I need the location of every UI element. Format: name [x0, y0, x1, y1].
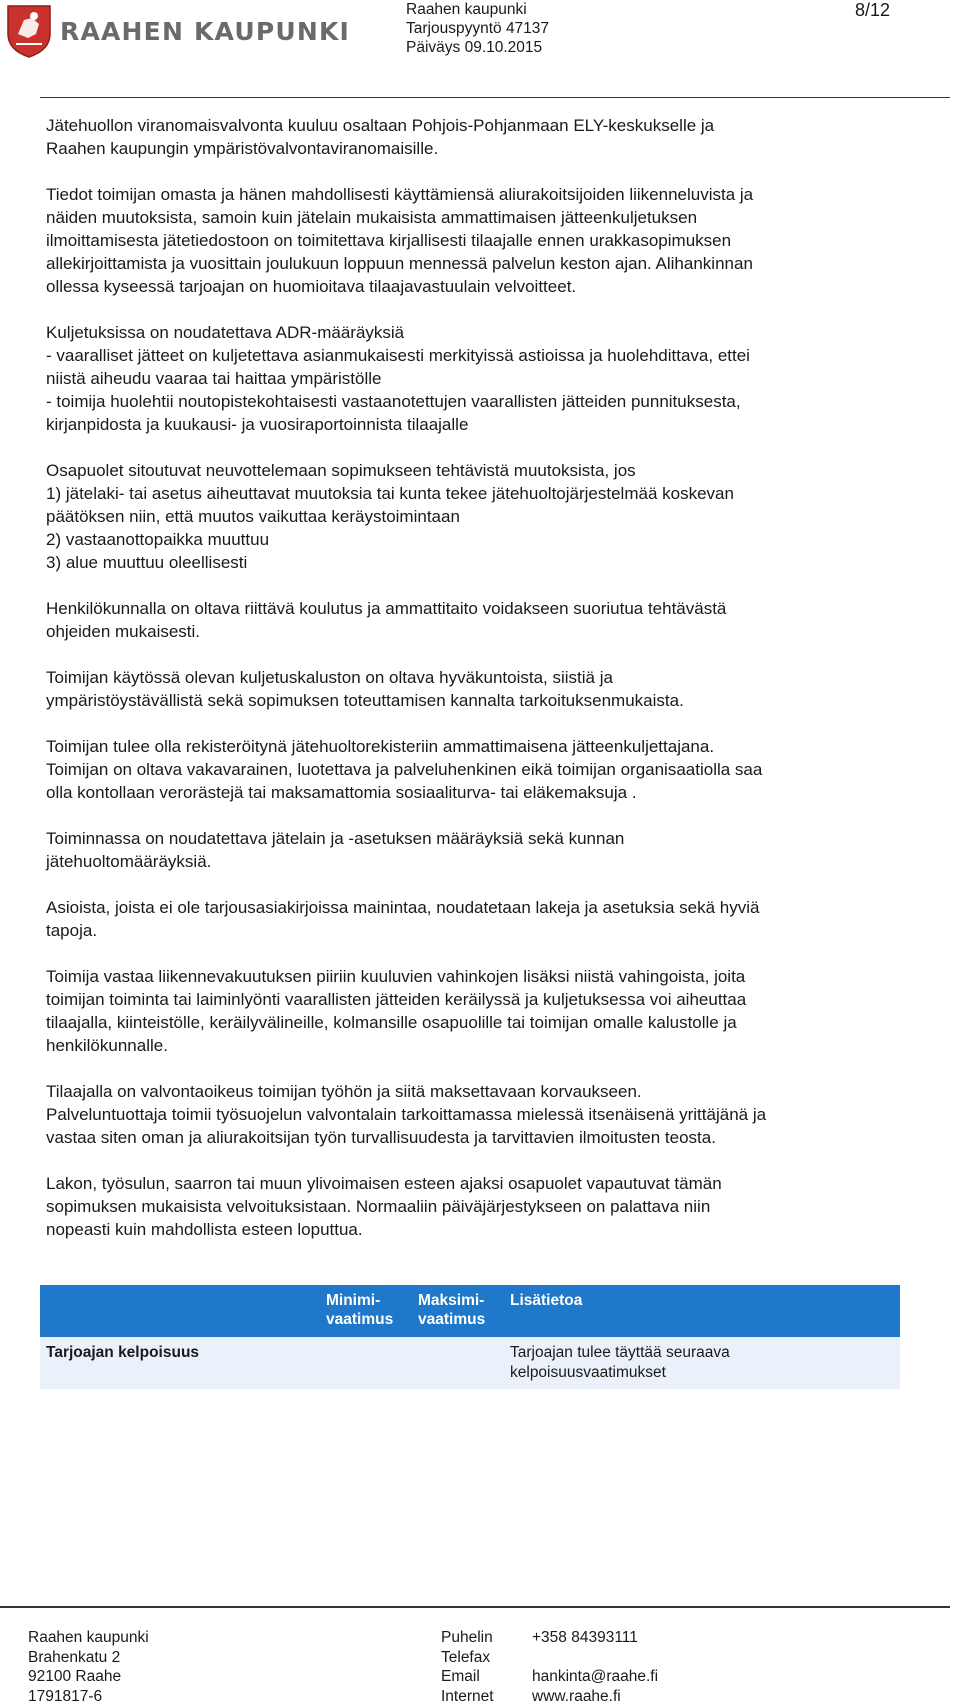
table-header-info: Lisätietoa: [504, 1285, 900, 1337]
header-organization: Raahen kaupunki: [406, 0, 549, 19]
header-date: Päiväys 09.10.2015: [406, 38, 549, 57]
paragraph-supervision: Jätehuollon viranomaisvalvonta kuuluu osaltaan Pohjois-Pohjanmaan ELY-keskukselle ja Raahen kaupungin ympäristövalvontaviranomaisille.: [46, 114, 946, 160]
paragraph-force-majeure: Lakon, työsulun, saarron tai muun ylivoimaisen esteen ajaksi osapuolet vapautuvat tämän sopimuksen mukaisista velvoituksistaan. Normaaliin päiväjärjestykseen on palattava niin nopeasti kuin mahdollista esteen loputtua.: [46, 1172, 946, 1241]
table-cell-info: [504, 1337, 900, 1389]
footer-divider: [0, 1606, 950, 1608]
paragraph-regulations: Toiminnassa on noudatettava jätelain ja -asetuksen määräyksiä sekä kunnan jätehuoltomääräyksiä.: [46, 827, 946, 873]
paragraph-licences: Tiedot toimijan omasta ja hänen mahdollisesti käyttämiensä aliurakoitsijoiden liikenneluvista ja näiden muutoksista, samoin kuin jätelain mukaisista ammattimaisen jätteenkuljetuksen ilmoittamisesta jätetiedostoon on toimitettava kirjallisesti tilaajalle ennen urakkasopimuksen allekirjoittamista ja vuosittain joulukuun loppuun mennessä palvelun keston ajan. Alihankinnan ollessa kyseessä tarjoajan on huomioitava tilaajavastuulain velvoitteet.: [46, 183, 946, 298]
paragraph-laws: Asioista, joista ei ole tarjousasiakirjoissa mainintaa, noudatetaan lakeja ja asetuksia sekä hyviä tapoja.: [46, 896, 946, 942]
paragraph-negotiation: Osapuolet sitoutuvat neuvottelemaan sopimukseen tehtävistä muutoksista, jos 1) jätelaki- tai asetus aiheuttavat muutoksia tai kunta tekee jätehuoltojärjestelmää koskevan päätöksen niin, että muutos vaikuttaa keräystoimintaan 2) vastaanottopaikka muuttuu 3) alue muuttuu oleellisesti: [46, 459, 946, 574]
table-header-min: [320, 1285, 412, 1337]
page-number: 8/12: [855, 0, 890, 21]
document-body: [46, 114, 946, 1241]
footer-fax: [532, 1648, 658, 1668]
table-header-row: [40, 1285, 900, 1337]
footer-internet-label: Internet: [441, 1687, 494, 1706]
requirements-table: [40, 1285, 900, 1389]
footer-street: Brahenkatu 2: [28, 1648, 149, 1668]
logo-text: RAAHEN KAUPUNKI: [60, 17, 350, 46]
paragraph-registration: Toimijan tulee olla rekisteröitynä jätehuoltorekisteriin ammattimaisena jätteenkuljettajana. Toimijan on oltava vakavarainen, luotettava ja palveluhenkinen eikä toimijan organisaatiolla saa olla kontollaan verorästejä tai maksamattomia sosiaaliturva- tai eläkemaksuja .: [46, 735, 946, 804]
city-logo: [6, 4, 350, 58]
footer-phone-label: Puhelin: [441, 1628, 494, 1648]
table-cell-item: Tarjoajan kelpoisuus: [40, 1337, 320, 1389]
table-header-min-label: Minimi- vaatimus: [326, 1292, 393, 1328]
footer-phone: +358 84393111: [532, 1628, 658, 1648]
paragraph-liability: Toimija vastaa liikennevakuutuksen piiriin kuuluvien vahinkojen lisäksi niistä vahingoista, joita toimijan toiminta tai laiminlyönti vaarallisten jätteiden keräilyssä ja kuljetuksessa voi aiheuttaa tilaajalla, kiinteistölle, keräilyvälineille, kolmansille osapuolille tai toimijan omalle kalustolle ja henkilökunnalle.: [46, 965, 946, 1057]
footer-fax-label: Telefax: [441, 1648, 494, 1668]
table-header-max-label: Maksimi- vaatimus: [418, 1292, 485, 1328]
paragraph-equipment: Toimijan käytössä olevan kuljetuskaluston on oltava hyväkuntoista, siistiä ja ympäristöystävällistä sekä sopimuksen toteuttamisen kannalta tarkoituksenmukaista.: [46, 666, 946, 712]
city-crest-icon: [6, 4, 52, 58]
footer-email[interactable]: hankinta@raahe.fi: [532, 1667, 658, 1687]
table-cell-info-text: Tarjoajan tulee täyttää seuraava kelpoisuusvaatimukset: [510, 1344, 730, 1381]
footer-contact-values: [532, 1628, 658, 1706]
table-header-empty: [40, 1285, 320, 1337]
footer-business-id: 1791817-6: [28, 1687, 149, 1706]
footer-address: [28, 1628, 149, 1706]
paragraph-adr: Kuljetuksissa on noudatettava ADR-määräyksiä - vaaralliset jätteet on kuljetettava asianmukaisesti merkityissä astioissa ja huolehdittava, ettei niistä aiheudu vaaraa tai haittaa ympäristölle - toimija huolehtii noutopistekohtaisesti vastaanotettujen vaarallisten jätteiden punnituksesta, kirjanpidosta ja kuukausi- ja vuosiraportoinnista tilaajalle: [46, 321, 946, 436]
paragraph-training: Henkilökunnalla on oltava riittävä koulutus ja ammattitaito voidakseen suoriutua tehtävästä ohjeiden mukaisesti.: [46, 597, 946, 643]
table-cell-min: [320, 1337, 412, 1389]
paragraph-oversight: Tilaajalla on valvontaoikeus toimijan työhön ja siitä maksettavaan korvaukseen. Palveluntuottaja toimii työsuojelun valvontalain tarkoittamassa mielessä itsenäisenä yrittäjänä ja vastaa siten oman ja aliurakoitsijan työn turvallisuudesta ja tarvittavien ilmoitusten teosta.: [46, 1080, 946, 1149]
footer-contact-labels: [441, 1628, 494, 1706]
footer-email-label: Email: [441, 1667, 494, 1687]
table-header-max: [412, 1285, 504, 1337]
footer-postal: 92100 Raahe: [28, 1667, 149, 1687]
header-divider: [40, 97, 950, 98]
table-row: [40, 1337, 900, 1389]
header-request-id: Tarjouspyyntö 47137: [406, 19, 549, 38]
header-meta: [406, 0, 549, 57]
table-cell-max: [412, 1337, 504, 1389]
footer-website[interactable]: www.raahe.fi: [532, 1687, 658, 1706]
footer-org-name: Raahen kaupunki: [28, 1628, 149, 1648]
